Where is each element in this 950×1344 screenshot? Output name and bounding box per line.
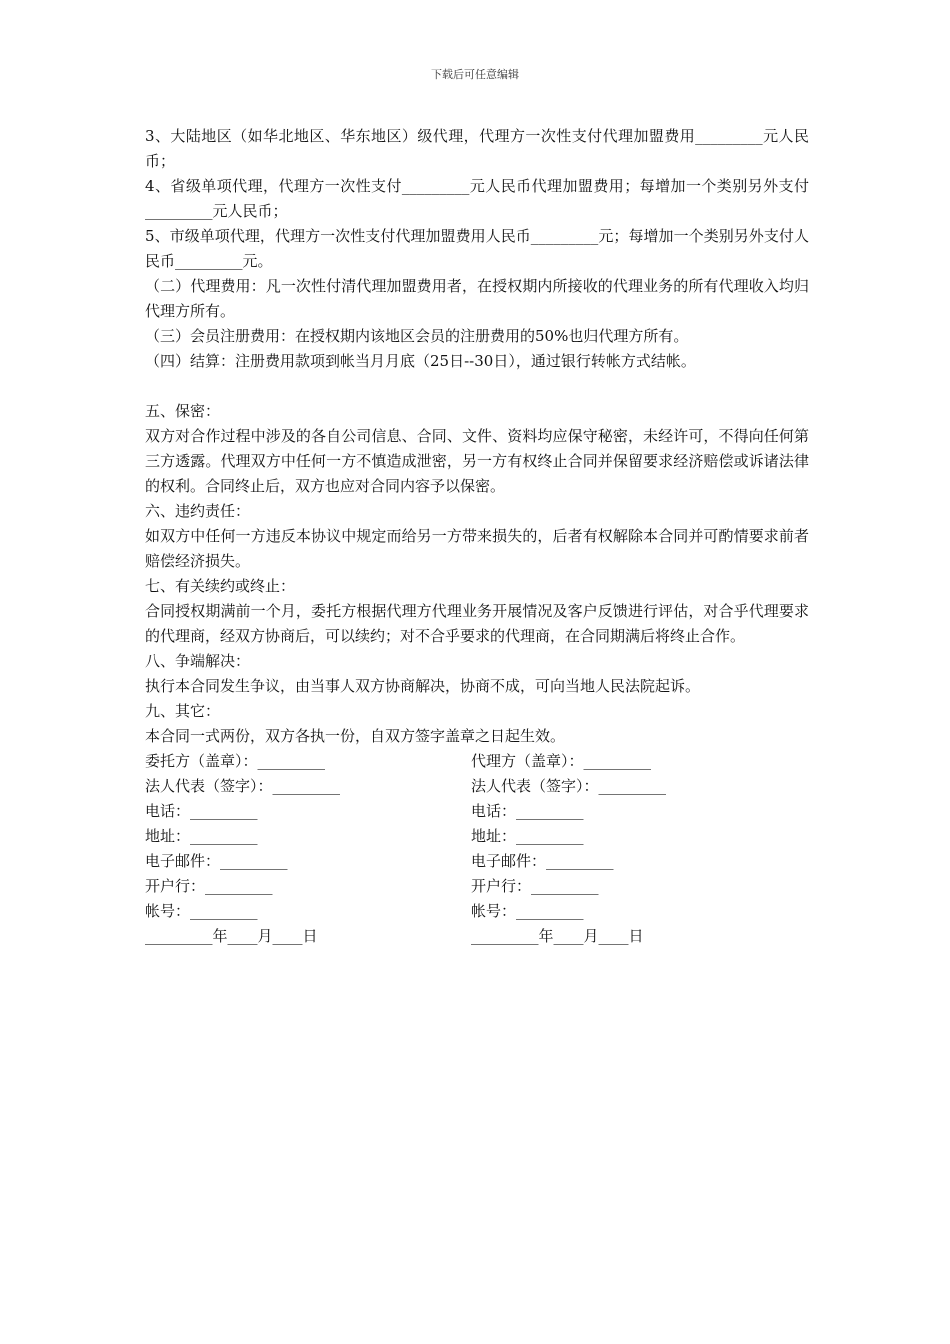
dispute-text: 执行本合同发生争议，由当事人双方协商解决，协商不成，可向当地人民法院起诉。 bbox=[145, 677, 701, 695]
agent-seal-field: 代理方（盖章）：_________ bbox=[471, 752, 652, 770]
breach-text: 如双方中任何一方违反本协议中规定而给另一方带来损失的，后者有权解除本合同并可酌情要求前者赔偿经济损失。 bbox=[145, 527, 809, 570]
signature-row bbox=[145, 749, 809, 774]
section-heading-other: 九、其它： bbox=[145, 702, 221, 720]
agent-bank-field: 开户行：_________ bbox=[471, 877, 599, 895]
signature-row bbox=[145, 924, 809, 949]
client-email-field: 电子邮件：_________ bbox=[145, 852, 288, 870]
signature-row bbox=[145, 824, 809, 849]
signature-row bbox=[145, 874, 809, 899]
client-account-field: 帐号：_________ bbox=[145, 902, 258, 920]
contract-body bbox=[145, 124, 809, 949]
signature-row bbox=[145, 849, 809, 874]
agent-email-field: 电子邮件：_________ bbox=[471, 852, 614, 870]
fee-item-4: 4、省级单项代理，代理方一次性支付_________元人民币代理加盟费用；每增加一个类别另外支付_________元人民币； bbox=[145, 177, 809, 220]
client-legal-rep-field: 法人代表（签字）：_________ bbox=[145, 777, 341, 795]
section-heading-renewal: 七、有关续约或终止： bbox=[145, 577, 296, 595]
signature-row bbox=[145, 899, 809, 924]
renewal-text: 合同授权期满前一个月，委托方根据代理方代理业务开展情况及客户反馈进行评估，对合乎代理要求的代理商，经双方协商后，可以续约；对不合乎要求的代理商，在合同期满后将终止合作。 bbox=[145, 602, 809, 645]
header-note: 下载后可任意编辑 bbox=[431, 68, 519, 81]
client-address-field: 地址：_________ bbox=[145, 827, 258, 845]
section-heading-dispute: 八、争端解决： bbox=[145, 652, 251, 670]
agent-account-field: 帐号：_________ bbox=[471, 902, 584, 920]
signature-row bbox=[145, 799, 809, 824]
agent-legal-rep-field: 法人代表（签字）：_________ bbox=[471, 777, 667, 795]
agent-address-field: 地址：_________ bbox=[471, 827, 584, 845]
section-heading-confidentiality: 五、保密： bbox=[145, 402, 221, 420]
settlement-clause: （四）结算：注册费用款项到帐当月月底（25日--30日），通过银行转帐方式结帐。 bbox=[145, 352, 696, 370]
other-text: 本合同一式两份，双方各执一份，自双方签字盖章之日起生效。 bbox=[145, 727, 566, 745]
paragraph-spacer bbox=[145, 374, 809, 399]
agent-phone-field: 电话：_________ bbox=[471, 802, 584, 820]
member-fee-clause: （三）会员注册费用：在授权期内该地区会员的注册费用的50%也归代理方所有。 bbox=[145, 327, 689, 345]
client-phone-field: 电话：_________ bbox=[145, 802, 258, 820]
fee-item-5: 5、市级单项代理，代理方一次性支付代理加盟费用人民币_________元；每增加一个类别另外支付人民币_________元。 bbox=[145, 227, 809, 270]
signature-row bbox=[145, 774, 809, 799]
agent-date-field: _________年____月____日 bbox=[471, 927, 644, 945]
client-seal-field: 委托方（盖章）：_________ bbox=[145, 752, 326, 770]
confidentiality-text: 双方对合作过程中涉及的各自公司信息、合同、文件、资料均应保守秘密，未经许可，不得向任何第三方透露。代理双方中任何一方不慎造成泄密，另一方有权终止合同并保留要求经济赔偿或诉诸法律的权利。合同终止后，双方也应对合同内容予以保密。 bbox=[145, 427, 809, 495]
signature-block bbox=[145, 749, 809, 949]
client-bank-field: 开户行：_________ bbox=[145, 877, 273, 895]
agency-fee-clause: （二）代理费用：凡一次性付清代理加盟费用者，在授权期内所接收的代理业务的所有代理收入均归代理方所有。 bbox=[145, 277, 809, 320]
section-heading-breach: 六、违约责任： bbox=[145, 502, 251, 520]
fee-item-3: 3、大陆地区（如华北地区、华东地区）级代理，代理方一次性支付代理加盟费用_________元人民币； bbox=[145, 127, 809, 170]
client-date-field: _________年____月____日 bbox=[145, 927, 318, 945]
